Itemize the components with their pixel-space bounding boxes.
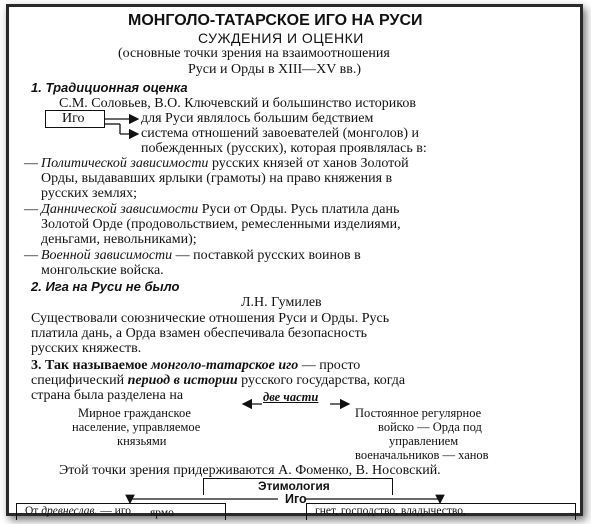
- section-2-line-2: платила дань, а Орда взамен обеспечивала безопасность: [31, 326, 368, 341]
- section-2-line-3: русских княжеств.: [31, 341, 142, 356]
- section-2-line-1: Существовали союзнические отношения Руси и Орды. Русь: [31, 311, 390, 326]
- section-3-line-1: 3. Так называемое монголо-татарское иго — просто: [31, 358, 361, 373]
- left-part-line-3: князьями: [117, 434, 167, 448]
- left-part-line-2: население, управляемое: [72, 420, 201, 434]
- section-1-authors: С.М. Соловьев, В.О. Ключевский и большинство историков: [59, 96, 416, 111]
- two-parts-label: две части: [263, 390, 319, 404]
- section-2-heading: 2. Ига на Руси не было: [31, 279, 180, 294]
- bullet-1-line-1: Политической зависимости русских князей от ханов Золотой: [41, 156, 409, 171]
- etymology-left-line-1: От древнеслав. — иго: [25, 505, 132, 517]
- yoke-box-label: Иго: [62, 111, 85, 126]
- bullet-2-line-3: деньгами, невольниками);: [41, 232, 197, 247]
- supporters-line: Этой точки зрения придерживаются А. Фоменко, В. Носовский.: [59, 463, 441, 478]
- bullet-2-dash: —: [24, 202, 38, 217]
- right-part-line-1: Постоянное регулярное: [355, 406, 482, 420]
- bullet-1-line-3: русских землях;: [41, 186, 137, 201]
- section-1-heading: 1. Традиционная оценка: [31, 80, 188, 95]
- subtitle-note-line-2: Руси и Орды в XIII—XV вв.): [188, 62, 361, 77]
- bullet-1-dash: —: [24, 156, 38, 171]
- right-part-line-3: управлением: [389, 434, 459, 448]
- bullet-3-line-1: Военной зависимости — поставкой русских воинов в: [41, 248, 361, 263]
- subtitle-note-line-1: (основные точки зрения на взаимоотношения: [118, 46, 390, 61]
- page-title: МОНГОЛО-ТАТАРСКОЕ ИГО НА РУСИ: [128, 12, 423, 29]
- section-3-line-3: страна была разделена на: [31, 388, 184, 403]
- right-part-line-4: военачальников — ханов: [355, 448, 489, 462]
- arrow-1-text: для Руси являлось большим бедствием: [141, 111, 374, 126]
- bullet-3-dash: —: [24, 248, 38, 263]
- arrow-2-text-line-1: система отношений завоевателей (монголов) и: [141, 126, 420, 141]
- etymology-right-line-1: гнет, господство, владычество,: [315, 505, 466, 517]
- page-subtitle: СУЖДЕНИЯ И ОЦЕНКИ: [198, 30, 364, 46]
- etymology-title: Этимология: [258, 479, 330, 493]
- arrow-2-text-line-2: побежденных (русских), которая проявлялась в:: [141, 141, 427, 156]
- yarmo-label: ярмо: [150, 507, 174, 519]
- etymology-word: Иго: [285, 492, 307, 506]
- bullet-1-line-2: Орды, выдававших ярлыки (грамоты) на право княжения в: [41, 171, 393, 186]
- bullet-2-line-2: Золотой Орде (продовольствием, ремесленными изделиями,: [41, 217, 401, 232]
- bullet-3-line-2: монгольские войска.: [41, 263, 164, 278]
- section-2-author: Л.Н. Гумилев: [241, 295, 322, 310]
- bullet-2-line-1: Даннической зависимости Руси от Орды. Русь платила дань: [41, 202, 400, 217]
- section-3-line-2: специфический период в истории русского государства, когда: [31, 373, 406, 388]
- right-part-line-2: войско — Орда под: [378, 420, 482, 434]
- left-part-line-1: Мирное гражданское: [78, 406, 191, 420]
